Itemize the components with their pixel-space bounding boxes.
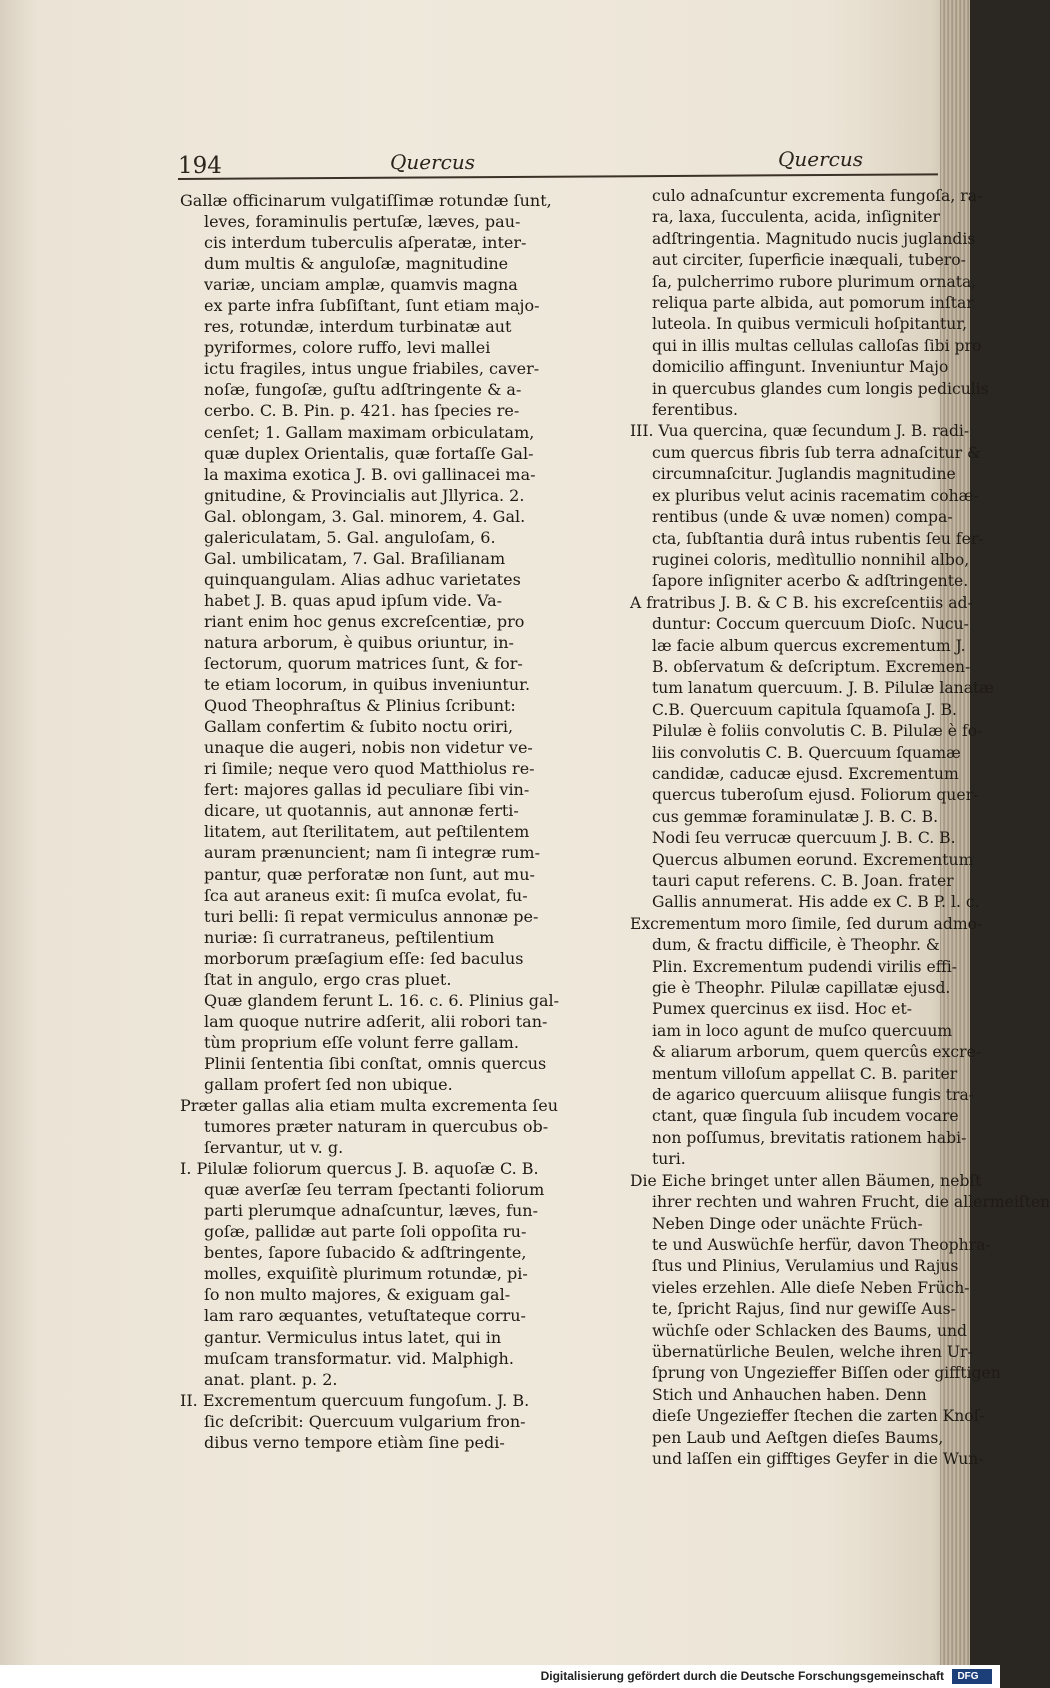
text-line: III. Vua quercina, quæ ſecundum J. B. radi- — [630, 422, 970, 441]
text-line: Nodi ſeu verrucæ quercuum J. B. C. B. — [652, 829, 956, 848]
text-line: cus gemmæ foraminulatæ J. B. C. B. — [652, 807, 939, 826]
text-line: Præter gallas alia etiam multa excrementa ſeu — [180, 1096, 559, 1116]
text-line: auram prænuncient; nam ſi integræ rum- — [204, 843, 540, 863]
text-line: ſervantur, ut v. g. — [204, 1138, 344, 1158]
right-text-column — [630, 186, 1050, 1470]
text-line: & aliarum arborum, quem quercûs excre- — [652, 1043, 982, 1062]
text-line: liis convolutis C. B. Quercuum ſquamæ — [652, 743, 961, 762]
text-line: goſæ, pallidæ aut parte ſoli oppoſita ru- — [204, 1222, 527, 1242]
text-line: ſprung von Ungezieffer Biſſen oder gifftigen — [652, 1364, 1001, 1383]
text-line: pyriformes, colore ruffo, levi mallei — [204, 338, 491, 358]
text-line: læ facie album quercus excrementum J. — [652, 636, 966, 655]
text-line: nuriæ: ſi curratraneus, peſtilentium — [204, 927, 495, 947]
text-line: pen Laub und Aeſtgen dieſes Baums, — [652, 1428, 944, 1447]
text-line: mentum villoſum appellat C. B. pariter — [652, 1064, 958, 1083]
text-line: wüchſe oder Schlacken des Baums, und — [652, 1321, 968, 1340]
text-line: tauri caput referens. C. B. Joan. frater — [652, 872, 954, 890]
text-line: te etiam locorum, in quibus inveniuntur. — [204, 675, 531, 695]
text-line: tum lanatum quercuum. J. B. Pilulæ lanatæ — [652, 679, 994, 698]
text-line: te, ſpricht Rajus, ſind nur gewiſſe Aus- — [652, 1300, 956, 1319]
text-line: ſapore inſigniter acerbo & adſtringente. — [652, 572, 969, 591]
text-line: dicare, ut quotannis, aut annonæ ferti- — [204, 801, 519, 821]
text-line: reliqua parte albida, aut pomorum inſtar — [652, 294, 974, 313]
text-line: Quod Theophraſtus & Plinius ſcribunt: — [204, 696, 516, 716]
text-line: Pilulæ è foliis convolutis C. B. Pilulæ è fo- — [652, 722, 983, 741]
text-line: gie è Theophr. Pilulæ capillatæ ejusd. — [652, 979, 951, 998]
text-line: A fratribus J. B. & C B. his excreſcentiis ad- — [630, 593, 973, 612]
text-line: quercus tuberoſum ejusd. Foliorum quer- — [652, 786, 979, 805]
text-line: litatem, aut ſterilitatem, aut peſtilentem — [204, 822, 530, 842]
text-line: C.B. Quercuum capitula ſquamoſa J. B. — [652, 700, 957, 719]
text-line: domicilio affingunt. Inveniuntur Majo — [652, 358, 949, 377]
text-line: Plinii ſententia ſibi conſtat, omnis quercus — [204, 1053, 547, 1073]
page-number: 194 — [178, 153, 222, 179]
text-line: non poſſumus, brevitatis rationem habi- — [652, 1128, 967, 1147]
header-rule — [178, 173, 938, 180]
text-line: Gallæ officinarum vulgatiſſimæ rotundæ ſunt, — [180, 191, 552, 210]
text-line: ihrer rechten und wahren Frucht, die allermeiſten — [652, 1193, 1050, 1212]
dfg-logo: DFG — [952, 1669, 992, 1684]
text-line: culo adnaſcuntur excrementa fungoſa, ra- — [652, 187, 983, 205]
text-line: Neben Dinge oder unächte Früch- — [652, 1214, 923, 1233]
text-line: turi belli: ſi repat vermiculus annonæ pe- — [204, 906, 539, 926]
text-line: ſca aut araneus exit: ſi muſca evolat, fu- — [204, 885, 528, 905]
text-line: tumores præter naturam in quercubus ob- — [204, 1117, 549, 1137]
text-line: dibus verno tempore etiàm ſine pedi- — [204, 1432, 505, 1452]
text-line: lam raro æquantes, vetuſtateque corru- — [204, 1306, 526, 1326]
text-line: rentibus (unde & uvæ nomen) compa- — [652, 508, 953, 527]
text-line: unaque die augeri, nobis non videtur ve- — [204, 738, 533, 758]
text-line: ſtat in angulo, ergo cras pluet. — [204, 969, 452, 989]
text-line: Pumex quercinus ex iisd. Hoc et- — [652, 1000, 913, 1019]
right-running-title: Quercus — [778, 147, 864, 171]
text-line: Gallam confertim & ſubito noctu oriri, — [204, 717, 514, 737]
text-line: te und Auswüchſe herfür, davon Theophra- — [652, 1235, 991, 1254]
text-line: de agarico quercuum aliisque fungis tra- — [652, 1086, 975, 1105]
left-running-title: Quercus — [390, 150, 476, 174]
text-line: parti plerumque adnaſcuntur, læves, fun- — [204, 1201, 539, 1221]
text-line: variæ, unciam amplæ, quamvis magna — [204, 275, 518, 295]
text-line: und laſſen ein gifftiges Geyfer in die Wun- — [652, 1449, 984, 1468]
text-line: ex parte infra ſubſiſtant, ſunt etiam majo- — [204, 296, 540, 316]
text-line: galericulatam, 5. Gal. anguloſam, 6. — [204, 527, 496, 547]
text-line: cenſet; 1. Gallam maximam orbiculatam, — [204, 422, 535, 442]
text-line: muſcam transformatur. vid. Malphigh. — [204, 1348, 514, 1368]
left-text-column — [180, 190, 580, 1453]
text-line: natura arborum, è quibus oriuntur, in- — [204, 632, 514, 652]
text-line: ictu fragiles, intus ungue friabiles, caver- — [204, 359, 540, 379]
text-line: iam in loco agunt de muſco quercuum — [652, 1021, 953, 1040]
text-line: anat. plant. p. 2. — [204, 1369, 338, 1389]
text-line: dum, & fractu difficile, è Theophr. & — [652, 936, 940, 955]
text-line: leves, foraminulis pertuſæ, læves, pau- — [204, 212, 521, 232]
text-line: la maxima exotica J. B. ovi gallinacei ma- — [204, 464, 536, 484]
text-line: adſtringentia. Magnitudo nucis juglandis — [652, 229, 976, 248]
text-line: candidæ, caducæ ejusd. Excrementum — [652, 764, 959, 783]
text-line: ex pluribus velut acinis racematim cohæ- — [652, 486, 979, 505]
text-line: Quercus albumen eorund. Excrementum — [652, 850, 974, 869]
text-line: ra, laxa, ſucculenta, acida, inſigniter — [652, 208, 940, 227]
text-line: cis interdum tuberculis aſperatæ, inter- — [204, 233, 527, 253]
text-line: Excrementum moro ſimile, ſed durum admo- — [630, 914, 983, 933]
text-line: gantur. Vermiculus intus latet, qui in — [204, 1327, 502, 1347]
text-line: quæ averſæ ſeu terram ſpectanti foliorum — [204, 1180, 545, 1200]
text-line: luteola. In quibus vermiculi hoſpitantur, — [652, 315, 968, 334]
text-line: fert: majores gallas id peculiare ſibi vin- — [204, 780, 530, 800]
text-line: ſa, pulcherrimo rubore plurimum ornata, — [652, 272, 977, 291]
text-line: cum quercus fibris ſub terra adnaſcitur & — [652, 443, 981, 462]
text-line: ſo non multo majores, & exiguam gal- — [204, 1285, 511, 1305]
text-line: Gal. oblongam, 3. Gal. minorem, 4. Gal. — [204, 506, 526, 526]
text-line: quinquangulam. Alias adhuc varietates — [204, 569, 521, 589]
text-line: Plin. Excrementum pudendi virilis effi- — [652, 957, 958, 976]
text-line: ruginei coloris, medìtullio nonnihil albo, — [652, 550, 970, 569]
text-line: II. Excrementum quercuum fungoſum. J. B. — [180, 1390, 530, 1410]
text-line: gnitudine, & Provincialis aut Jllyrica. 2. — [204, 485, 525, 505]
text-line: ctant, quæ ſingula ſub incudem vocare — [652, 1107, 959, 1126]
text-line: molles, exquiſitè plurimum rotundæ, pi- — [204, 1264, 528, 1284]
text-line: gallam profert ſed non ubique. — [204, 1074, 453, 1094]
text-line: Stich und Anhauchen haben. Denn — [652, 1385, 927, 1404]
text-line: ſtus und Plinius, Verulamius und Rajus — [652, 1257, 959, 1276]
text-line: bentes, ſapore ſubacido & adſtringente, — [204, 1243, 527, 1263]
text-line: ri ſimile; neque vero quod Matthiolus re- — [204, 759, 535, 779]
text-line: B. obſervatum & deſcriptum. Excremen- — [652, 657, 971, 676]
text-line: quæ duplex Orientalis, quæ fortaſſe Gal- — [204, 443, 534, 463]
text-line: ferentibus. — [652, 401, 738, 420]
text-line: cta, ſubſtantia durâ intus rubentis ſeu fer- — [652, 529, 984, 548]
text-line: qui in illis multas cellulas calloſas ſibi pro — [652, 336, 982, 355]
text-line: morborum præſagium eſſe: ſed baculus — [204, 948, 524, 968]
text-line: Quæ glandem ferunt L. 16. c. 6. Plinius gal- — [204, 990, 560, 1010]
text-line: tùm proprium eſſe volunt ferre gallam. — [204, 1032, 519, 1052]
text-line: aut circiter, ſuperficie inæquali, tubero- — [652, 251, 966, 270]
text-line: vieles erzehlen. Alle dieſe Neben Früch- — [652, 1278, 970, 1297]
text-line: duntur: Coccum quercuum Dioſc. Nucu- — [652, 615, 969, 634]
text-line: ſectorum, quorum matrices ſunt, & for- — [204, 654, 523, 674]
text-line: Gallis annumerat. His adde ex C. B P. l. c. — [652, 893, 980, 912]
text-line: I. Pilulæ foliorum quercus J. B. aquoſæ C. B. — [180, 1159, 539, 1179]
text-line: dum multis & anguloſæ, magnitudine — [204, 254, 509, 274]
text-line: übernatürliche Beulen, welche ihren Ur- — [652, 1342, 973, 1361]
text-line: noſæ, fungoſæ, guſtu adſtringente & a- — [204, 380, 522, 400]
footer-bar — [0, 1665, 1000, 1688]
text-line: Gal. umbilicatam, 7. Gal. Braſilianam — [204, 548, 506, 568]
text-line: dieſe Ungezieffer ſtechen die zarten Knoſ- — [652, 1407, 985, 1426]
text-line: habet J. B. quas apud ipſum vide. Va- — [204, 590, 503, 610]
text-line: pantur, quæ perforatæ non ſunt, aut mu- — [204, 864, 535, 884]
text-line: ſic deſcribit: Quercuum vulgarium fron- — [204, 1411, 526, 1431]
text-line: Die Eiche bringet unter allen Bäumen, nebſt — [630, 1171, 982, 1190]
text-line: riant enim hoc genus excreſcentiæ, pro — [204, 611, 525, 631]
text-line: in quercubus glandes cum longis pediculis — [652, 379, 989, 398]
footer-text: Digitalisierung gefördert durch die Deutsche Forschungsgemeinschaft — [540, 1669, 944, 1683]
text-line: circumnaſcitur. Juglandis magnitudine — [652, 465, 956, 484]
text-line: lam quoque nutrire adſerit, alii robori tan- — [204, 1011, 548, 1031]
text-line: turi. — [652, 1150, 686, 1169]
text-line: cerbo. C. B. Pin. p. 421. has ſpecies re- — [204, 401, 520, 421]
text-line: res, rotundæ, interdum turbinatæ aut — [204, 317, 512, 337]
